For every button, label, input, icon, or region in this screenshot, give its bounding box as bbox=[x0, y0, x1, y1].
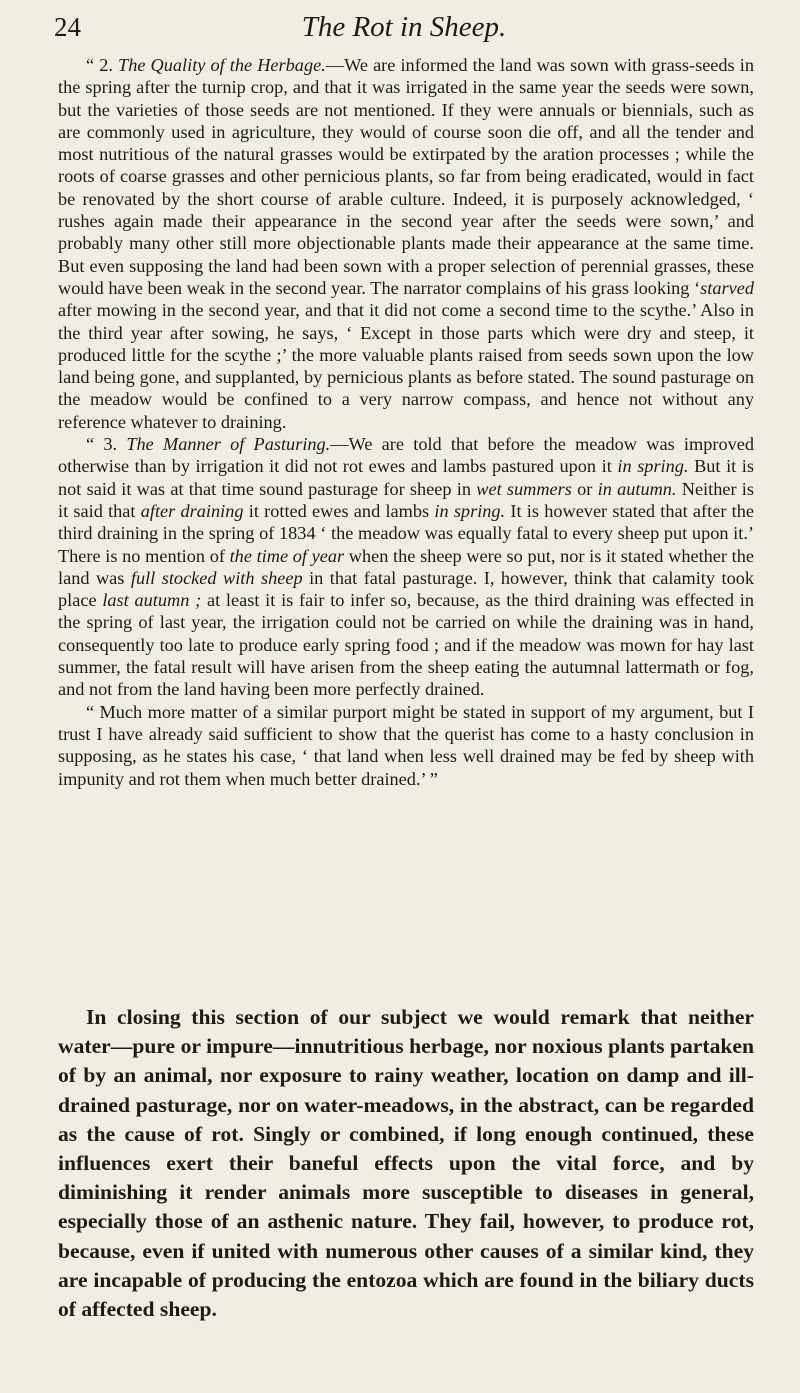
section-heading: The Quality of the Herbage. bbox=[118, 55, 326, 75]
paragraph-conclusion-quote: “ Much more matter of a similar purport might be stated in support of my argument, but I trust I have already said sufficient to show that the querist has come to a hasty conclusion in supposing, as he states his case, ‘ that land when less well drained may be fed by sheep with impunity and rot them when much better drained.’ ” bbox=[58, 701, 754, 789]
running-title: The Rot in Sheep. bbox=[301, 11, 507, 43]
closing-paragraph: In closing this section of our subject we would remark that neither water—pure or impure—innutritious herbage, nor noxious plants partaken of by an animal, nor exposure to rainy weather, location on damp and ill-drained pasturage, nor on water-meadows, in the abstract, can be regarded as the cause of rot. Singly or combined, if long enough continued, these influences exert their baneful effects upon the vital force, and by diminishing it render animals more susceptible to diseases in general, especially those of an asthenic nature. They fail, however, to produce rot, because, even if united with numerous other causes of a similar kind, they are incapable of producing the entozoa which are found in the biliary ducts of affected sheep. bbox=[58, 1005, 754, 1322]
paragraph-quality-of-herbage: “ 2. The Quality of the Herbage.—We are informed the land was sown with grass-seeds in the spring after the turnip crop, and that it was irrigated in the same year the seeds were sown, but the varieties of those seeds are not mentioned. If they were annuals or biennials, such as are commonly used in agriculture, they would of course soon die off, and all the tender and most nutritious of the natural grasses would be extirpated by the aration processes ; while the roots of coarse grasses and other pernicious plants, so far from being eradicated, would in fact be renovated by the short course of arable culture. Indeed, it is purposely acknowledged, ‘ rushes again made their appearance in the second year after the seeds were sown,’ and probably many other still more objectionable plants made their appearance at the same time. But even supposing the land had been sown with a proper selection of perennial grasses, these would have been weak in the second year. The narrator complains of his grass looking ‘starved after mowing in the second year, and that it did not come a second time to the scythe.’ Also in the third year after sowing, he says, ‘ Except in those parts which were dry and steep, it produced little for the scythe ;’ the more valuable plants raised from seeds sown upon the low land being gone, and supplanted, by pernicious plants as before stated. The sound pasturage on the meadow would be confined to a very narrow compass, and hence not without any reference whatever to draining. bbox=[58, 55, 754, 432]
section-heading: The Manner of Pasturing. bbox=[126, 434, 331, 455]
running-head bbox=[54, 10, 754, 50]
closing-section bbox=[58, 1003, 754, 1324]
paragraph-number: “ 2. bbox=[86, 55, 119, 75]
quoted-letter bbox=[58, 54, 754, 790]
paragraph-manner-of-pasturing: “ 3. The Manner of Pasturing.—We are told that before the meadow was improved otherwise than by irrigation it did not rot ewes and lambs pastured upon it in spring. But it is not said it was at that time sound pasturage for sheep in wet summers or in autumn. Neither is it said that after draining it rotted ewes and lambs in spring. It is however stated that after the third draining in the spring of 1834 ‘ the meadow was equally fatal to every sheep put upon it.’ There is no mention of the time of year when the sheep were so put, nor is it stated whether the land was full stocked with sheep in that fatal pasturage. I, however, think that calamity took place last autumn ; at least it is fair to infer so, because, as the third draining was effected in the spring of last year, the irrigation could not be carried on while the draining was in hand, consequently too late to produce early spring food ; and if the meadow was mown for hay last summer, the fatal result will have arisen from the sheep eating the autumnal lattermath or fog, and not from the land having been more perfectly drained. bbox=[58, 434, 755, 700]
paragraph-number: “ 3. bbox=[86, 434, 127, 455]
page-number: 24 bbox=[54, 12, 81, 42]
